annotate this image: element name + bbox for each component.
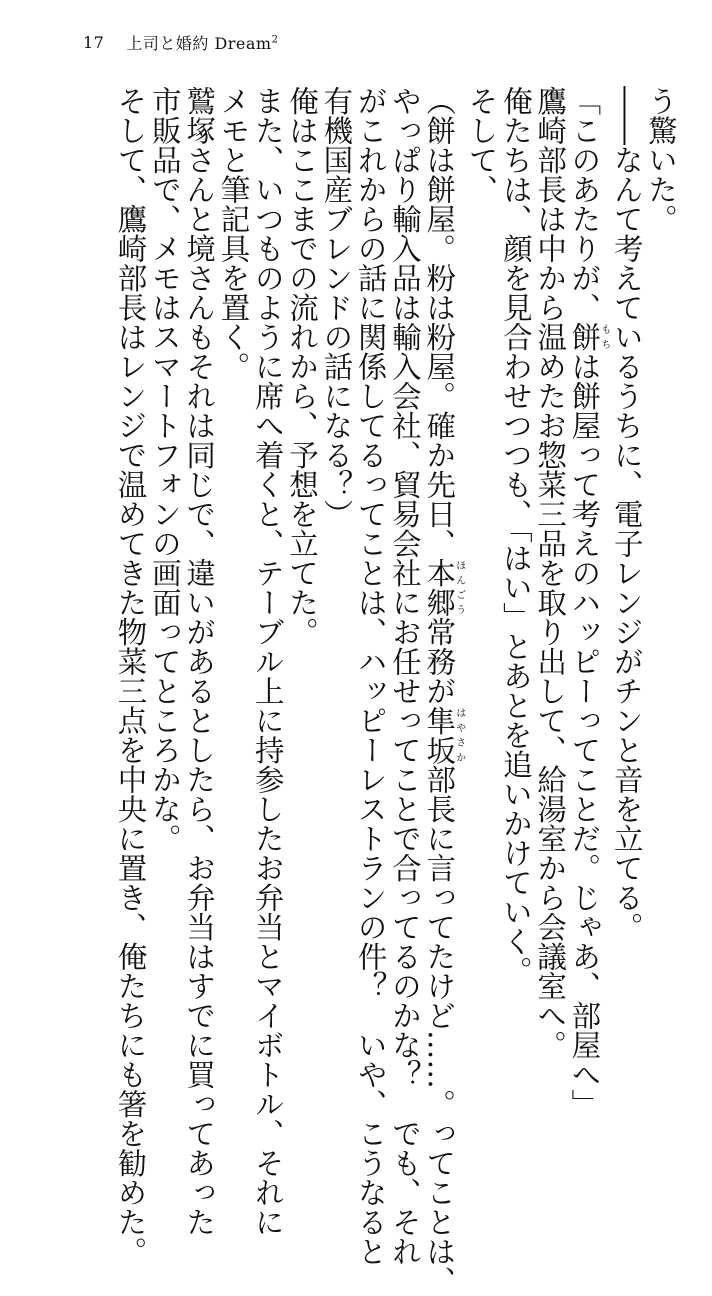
text-line: また、いつものように席へ着くと、テーブル上に持参したお弁当とマイボトル、それに xyxy=(250,86,285,1237)
text-line: ――なんて考えているうちに、電子レンジがチンと音を立てる。 xyxy=(609,86,644,942)
ruby-annotation xyxy=(422,558,465,617)
book-title-text: 上司と婚約 Dream xyxy=(126,33,272,53)
text-segment: （餅は餅屋。粉は粉屋。確か先日、 xyxy=(422,86,457,558)
text-line: う驚いた。 xyxy=(644,86,678,234)
page-number: 17 xyxy=(83,32,105,52)
book-title xyxy=(126,31,278,54)
text-line: 有機国産ブレンドの話になる？） xyxy=(319,86,354,529)
vertical-body-text xyxy=(113,86,678,1296)
text-line: 鷲塚さんと境さんもそれは同じで、違いがあるとしたら、お弁当はすでに買ってあった xyxy=(182,86,217,1237)
text-line xyxy=(422,86,465,1296)
ruby-reading: もち xyxy=(598,322,610,352)
ruby-reading: ほんごう xyxy=(453,558,465,617)
ruby-base: 本郷 xyxy=(422,558,457,617)
text-line: そして、 xyxy=(464,86,499,204)
book-title-superscript: 2 xyxy=(271,34,279,46)
text-line: 鷹崎部長は中から温めたお惣菜三品を取り出して、給湯室から会議室へ。 xyxy=(533,86,568,1060)
text-segment: は餅屋って考えのハッピーってことだ。じゃあ、部屋へ」 xyxy=(567,351,602,1119)
text-line: メモと筆記具を置く。 xyxy=(216,86,251,381)
text-segment: 「このあたりが、 xyxy=(567,86,602,322)
text-segment: 部長に言ってたけど……。ってことは、 xyxy=(422,764,457,1296)
text-segment: 常務が xyxy=(422,617,457,706)
ruby-annotation xyxy=(422,705,465,765)
ruby-base: 隼坂 xyxy=(422,705,457,765)
text-line xyxy=(567,86,610,1119)
text-line: そして、鷹崎部長はレンジで温めてきた物菜三点を中央に置き、俺たちにも箸を勧めた。 xyxy=(113,86,148,1266)
text-line: やっぱり輸入品は輸入会社、貿易会社にお任せってことで合ってるのかな？ でも、それ xyxy=(387,86,422,1266)
running-head xyxy=(83,30,278,54)
text-line: がこれからの話に関係してるってことは、ハッピーレストランの件？ いや、こうなると xyxy=(353,86,388,1266)
ruby-base: 餅 xyxy=(567,322,602,352)
text-line: 市販品で、メモはスマートフォンの画面ってところかな。 xyxy=(147,86,182,853)
text-line: 俺はここまでの流れから、予想を立てた。 xyxy=(285,86,320,647)
ruby-annotation xyxy=(567,322,610,352)
ruby-reading: はやさか xyxy=(453,705,465,765)
text-line: 俺たちは、顔を見合わせつつも、「はい」とあとを追いかけていく。 xyxy=(498,86,533,986)
